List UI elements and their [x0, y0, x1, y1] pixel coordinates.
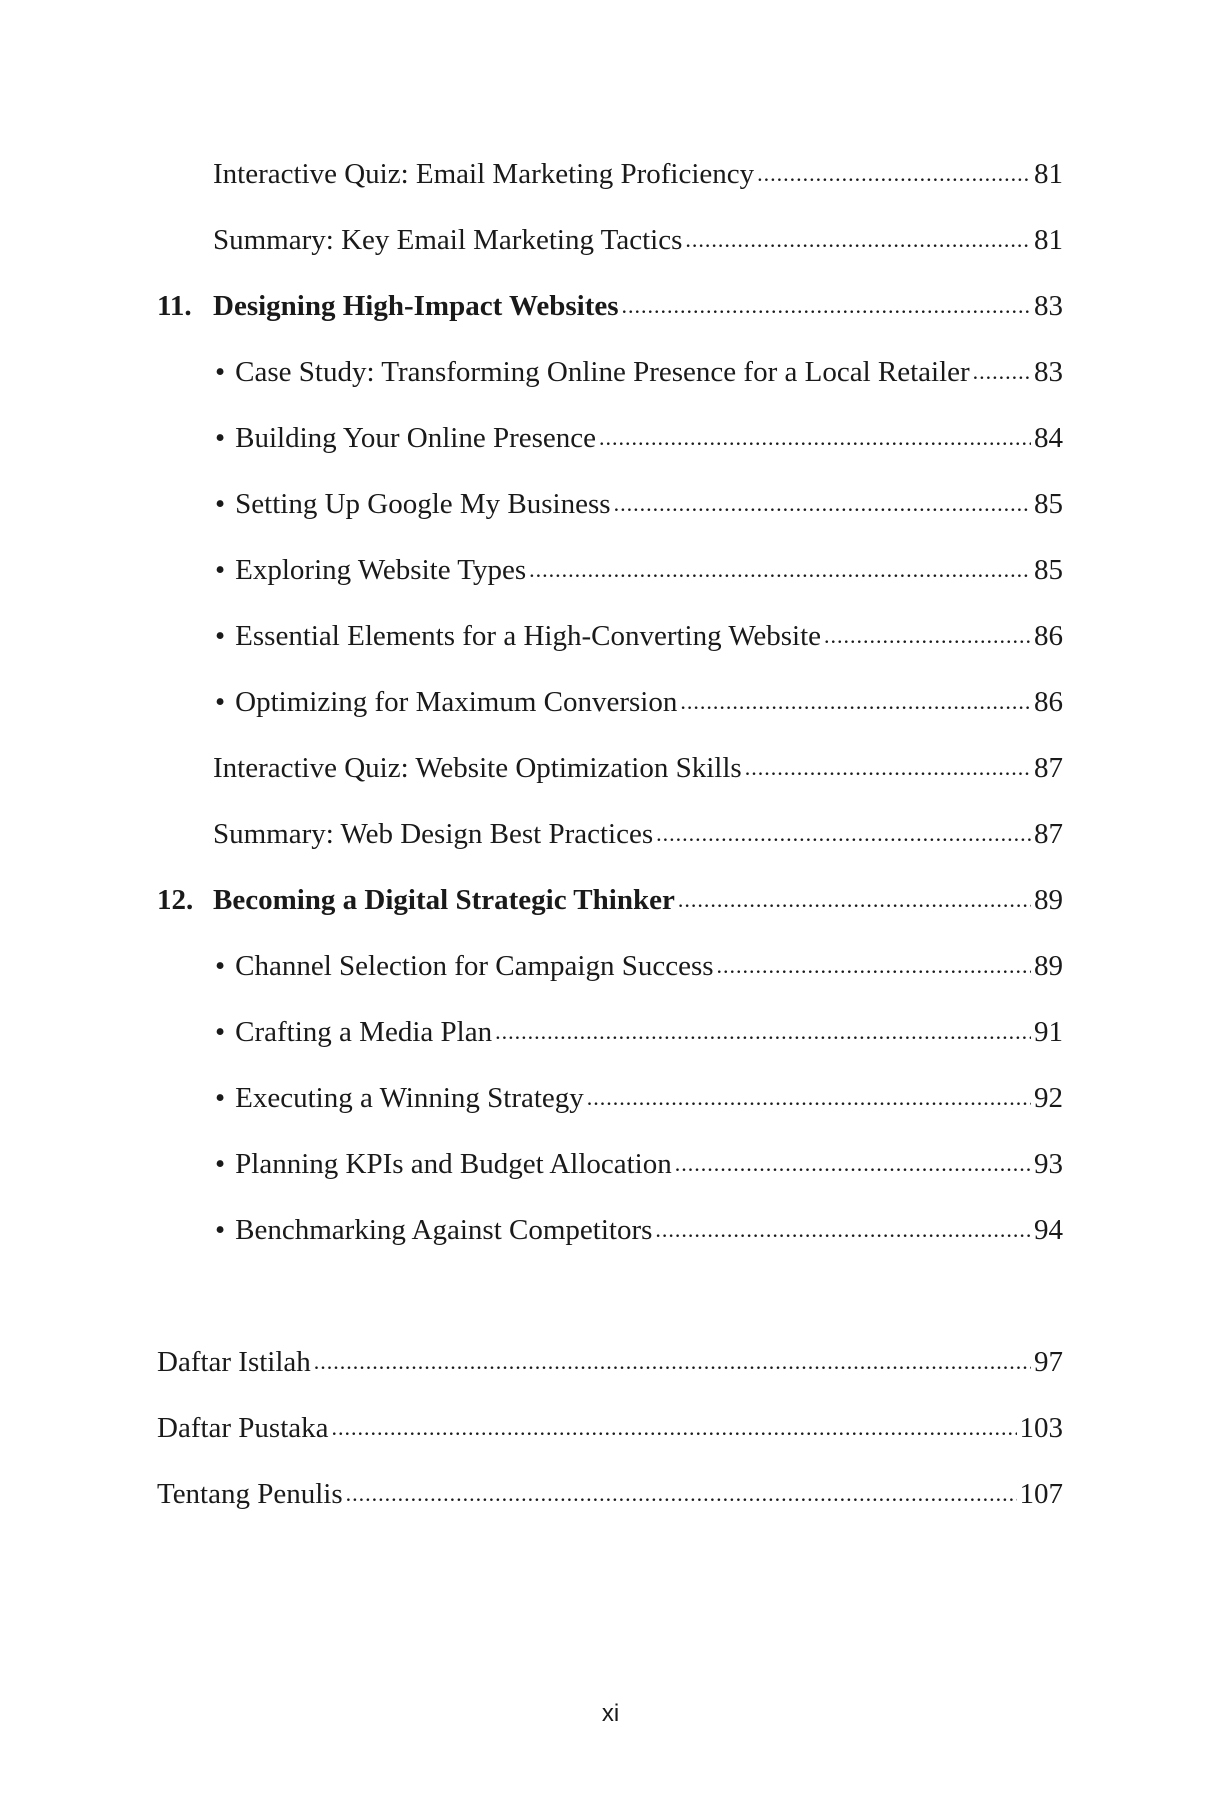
toc-subentry[interactable]: [157, 1065, 1063, 1131]
dot-leader: [614, 469, 1031, 537]
dot-leader: [346, 1459, 1017, 1527]
toc-page-number: 86: [1034, 686, 1063, 718]
toc-subentry[interactable]: [157, 933, 1063, 999]
toc-page-number: 83: [1034, 290, 1063, 322]
dot-leader: [495, 997, 1031, 1065]
toc-backmatter-about-author[interactable]: [157, 1461, 1063, 1527]
table-of-contents: [157, 141, 1063, 1527]
toc-page-number: 89: [1034, 950, 1063, 982]
dot-leader: [757, 139, 1031, 207]
toc-entry-label: Optimizing for Maximum Conversion: [235, 686, 678, 718]
toc-page-number: 94: [1034, 1214, 1063, 1246]
toc-page-number: 84: [1034, 422, 1063, 454]
toc-subentry[interactable]: [157, 537, 1063, 603]
toc-entry-label: Benchmarking Against Competitors: [235, 1214, 653, 1246]
toc-subentry[interactable]: [157, 1131, 1063, 1197]
dot-leader: [587, 1063, 1031, 1131]
toc-backmatter-references[interactable]: [157, 1395, 1063, 1461]
toc-entry-label: Executing a Winning Strategy: [235, 1082, 584, 1114]
bullet-icon: •: [215, 422, 226, 454]
toc-entry-label: Essential Elements for a High-Converting Website: [235, 620, 822, 652]
bullet-icon: •: [215, 950, 226, 982]
dot-leader: [680, 667, 1031, 735]
toc-chapter-entry[interactable]: [157, 273, 1063, 339]
bullet-icon: •: [215, 620, 226, 652]
toc-page-number: 89: [1034, 884, 1063, 916]
dot-leader: [314, 1327, 1031, 1395]
page-folio: xi: [601, 1700, 620, 1727]
toc-page-number: 81: [1034, 224, 1063, 256]
toc-page-number: 91: [1034, 1016, 1063, 1048]
toc-entry[interactable]: [157, 207, 1063, 273]
toc-entry-label: Interactive Quiz: Email Marketing Proficiency: [213, 158, 755, 190]
bullet-icon: •: [215, 1016, 226, 1048]
toc-entry-label: Building Your Online Presence: [235, 422, 597, 454]
dot-leader: [656, 799, 1031, 867]
toc-page-number: 83: [1034, 356, 1063, 388]
dot-leader: [824, 601, 1031, 669]
toc-page-number: 85: [1034, 554, 1063, 586]
toc-page-number: 103: [1019, 1412, 1063, 1444]
dot-leader: [717, 931, 1031, 999]
toc-backmatter-glossary[interactable]: [157, 1329, 1063, 1395]
toc-chapter-entry[interactable]: [157, 867, 1063, 933]
toc-page-number: 93: [1034, 1148, 1063, 1180]
toc-page-number: 92: [1034, 1082, 1063, 1114]
toc-entry-label: Case Study: Transforming Online Presence for a Local Retailer: [235, 356, 970, 388]
toc-entry-label: Interactive Quiz: Website Optimization Skills: [213, 752, 742, 784]
toc-entry-label: Tentang Penulis: [157, 1478, 343, 1510]
dot-leader: [622, 271, 1031, 339]
toc-subentry[interactable]: [157, 1197, 1063, 1263]
toc-subentry[interactable]: [157, 405, 1063, 471]
toc-entry-label: Crafting a Media Plan: [235, 1016, 493, 1048]
toc-entry-label: Daftar Pustaka: [157, 1412, 329, 1444]
toc-entry-label: Setting Up Google My Business: [235, 488, 611, 520]
bullet-icon: •: [215, 686, 226, 718]
bullet-icon: •: [215, 488, 226, 520]
bullet-icon: •: [215, 1082, 226, 1114]
chapter-number: 12.: [157, 884, 194, 916]
toc-entry-label: Summary: Web Design Best Practices: [213, 818, 654, 850]
toc-chapter-title: Designing High-Impact Websites: [213, 290, 619, 322]
toc-entry-label: Exploring Website Types: [235, 554, 527, 586]
toc-subentry[interactable]: [157, 999, 1063, 1065]
dot-leader: [685, 205, 1031, 273]
dot-leader: [332, 1393, 1017, 1461]
dot-leader: [529, 535, 1031, 603]
toc-entry-label: Daftar Istilah: [157, 1346, 311, 1378]
bullet-icon: •: [215, 356, 226, 388]
toc-subentry[interactable]: [157, 471, 1063, 537]
toc-subentry[interactable]: [157, 669, 1063, 735]
chapter-number: 11.: [157, 290, 192, 322]
toc-entry-label: Planning KPIs and Budget Allocation: [235, 1148, 672, 1180]
toc-entry[interactable]: [157, 735, 1063, 801]
dot-leader: [599, 403, 1031, 471]
toc-page-number: 87: [1034, 752, 1063, 784]
dot-leader: [675, 1129, 1031, 1197]
toc-entry-label: Channel Selection for Campaign Success: [235, 950, 714, 982]
bullet-icon: •: [215, 1214, 226, 1246]
toc-page-number: 107: [1019, 1478, 1063, 1510]
toc-page-number: 81: [1034, 158, 1063, 190]
toc-page-number: 97: [1034, 1346, 1063, 1378]
dot-leader: [745, 733, 1031, 801]
toc-page-number: 87: [1034, 818, 1063, 850]
toc-page-number: 85: [1034, 488, 1063, 520]
toc-entry-label: Summary: Key Email Marketing Tactics: [213, 224, 683, 256]
dot-leader: [655, 1195, 1031, 1263]
toc-subentry[interactable]: [157, 603, 1063, 669]
toc-subentry[interactable]: [157, 339, 1063, 405]
dot-leader: [678, 865, 1031, 933]
toc-page-number: 86: [1034, 620, 1063, 652]
bullet-icon: •: [215, 1148, 226, 1180]
bullet-icon: •: [215, 554, 226, 586]
toc-entry[interactable]: [157, 141, 1063, 207]
toc-entry[interactable]: [157, 801, 1063, 867]
toc-chapter-title: Becoming a Digital Strategic Thinker: [213, 884, 675, 916]
dot-leader: [973, 337, 1031, 405]
